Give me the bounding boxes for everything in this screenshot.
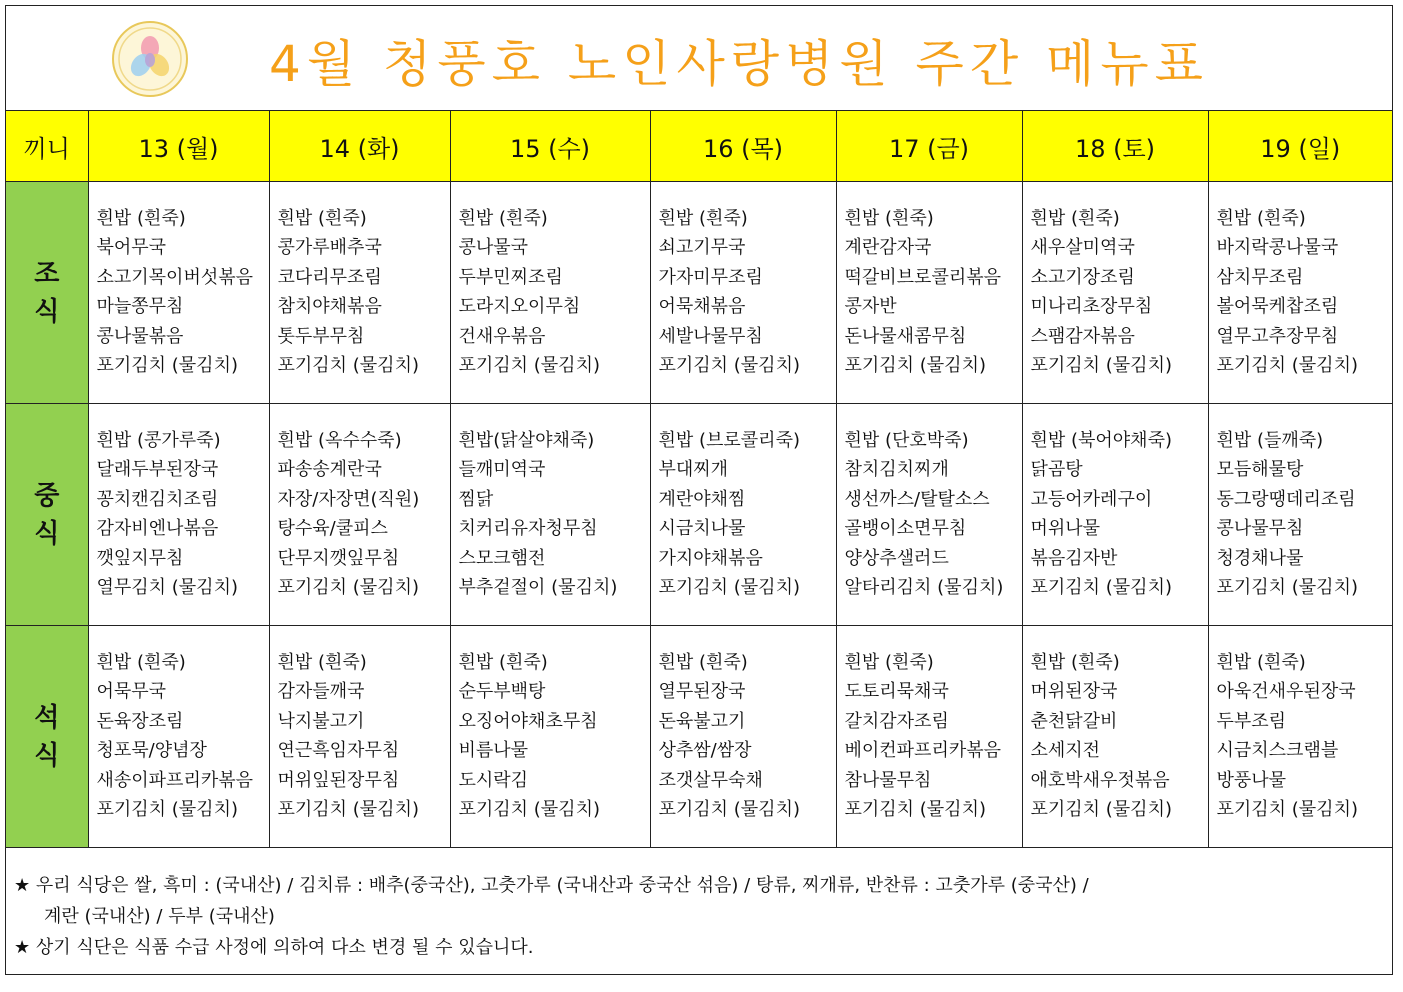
meal-label-bottom: 식: [34, 296, 60, 327]
menu-cell: [450, 626, 650, 848]
menu-item: 애호박새우젓볶음: [1030, 769, 1170, 791]
menu-item: 미나리초장무침: [1030, 296, 1153, 318]
menu-item: 흰밥 (옥수수죽): [277, 430, 402, 451]
menu-item: 삼치무조림: [1216, 266, 1304, 288]
menu-cell: [269, 626, 450, 848]
menu-item: 동그랑땡데리조림: [1216, 488, 1356, 510]
menu-item: 포기김치 (물김치): [844, 799, 986, 821]
menu-cell: [88, 182, 269, 404]
menu-item: 참치야채볶음: [277, 296, 382, 318]
menu-item: 포기김치 (물김치): [458, 799, 600, 821]
menu-cell: [450, 182, 650, 404]
menu-item: 세발나물무침: [658, 325, 763, 347]
breakfast-row: [6, 182, 1392, 404]
menu-item: 계란감자국: [844, 237, 932, 259]
menu-item: 포기김치 (물김치): [658, 577, 800, 599]
menu-cell: [1022, 404, 1208, 626]
menu-item: 계란야채찜: [658, 488, 746, 510]
menu-item: 흰밥 (흰죽): [844, 208, 934, 229]
page-title: 4월 청풍호 노인사랑병원 주간 메뉴표: [269, 35, 1209, 93]
day-header: 15 (수): [450, 111, 650, 182]
menu-item: 흰밥 (흰죽): [1216, 652, 1306, 673]
menu-item: 골뱅이소면무침: [844, 518, 967, 540]
menu-cell: [88, 404, 269, 626]
dinner-row: [6, 626, 1392, 848]
menu-cell: [1022, 182, 1208, 404]
menu-item: 콩자반: [844, 296, 897, 318]
menu-cell: [450, 404, 650, 626]
menu-item: 새송이파프리카볶음: [96, 769, 253, 791]
menu-item: 두부조림: [1216, 710, 1287, 732]
menu-item: 열무김치 (물김치): [96, 577, 238, 599]
menu-item: 고등어카레구이: [1030, 488, 1153, 510]
day-header: 14 (화): [269, 111, 450, 182]
menu-item: 참치김치찌개: [844, 459, 949, 481]
notes-section: [6, 850, 1392, 963]
hospital-logo-icon: [111, 20, 189, 98]
menu-item: 청경채나물: [1216, 547, 1304, 569]
menu-item: 찜닭: [458, 488, 494, 510]
menu-item: 흰밥 (콩가루죽): [96, 430, 221, 451]
meal-label-top: 조: [34, 258, 60, 289]
menu-cell: [836, 182, 1022, 404]
menu-item: 흰밥 (흰죽): [658, 652, 748, 673]
menu-item: 흰밥 (단호박죽): [844, 430, 969, 451]
menu-item: 감자들깨국: [277, 681, 365, 703]
menu-item: 흰밥 (북어야채죽): [1030, 430, 1172, 451]
menu-item: 바지락콩나물국: [1216, 237, 1339, 259]
menu-item: 조갯살무숙채: [658, 769, 763, 791]
menu-item: 모듬해물탕: [1216, 459, 1304, 481]
menu-item: 아욱건새우된장국: [1216, 681, 1356, 703]
menu-item: 볶음김자반: [1030, 547, 1118, 569]
menu-item: 흰밥 (흰죽): [458, 652, 548, 673]
menu-item: 포기김치 (물김치): [458, 355, 600, 377]
menu-item: 마늘쫑무침: [96, 296, 184, 318]
menu-cell: [1208, 404, 1392, 626]
menu-item: 두부민찌조림: [458, 266, 563, 288]
day-header-row: [6, 111, 1392, 182]
menu-item: 포기김치 (물김치): [844, 355, 986, 377]
menu-item: 포기김치 (물김치): [1030, 577, 1172, 599]
menu-cell: [650, 626, 836, 848]
meal-label-breakfast: [6, 182, 88, 404]
meal-label-top: 중: [34, 480, 60, 511]
menu-cell: [836, 626, 1022, 848]
day-header: 18 (토): [1022, 111, 1208, 182]
menu-item: 베이컨파프리카볶음: [844, 740, 1001, 762]
menu-item: 소고기장조림: [1030, 266, 1135, 288]
menu-item: 비름나물: [458, 740, 529, 762]
meal-label-lunch: [6, 404, 88, 626]
menu-item: 꽁치캔김치조림: [96, 488, 219, 510]
menu-item: 북어무국: [96, 237, 167, 259]
menu-item: 방풍나물: [1216, 769, 1287, 791]
menu-item: 포기김치 (물김치): [96, 355, 238, 377]
note-change-notice: ★ 상기 식단은 식품 수급 사정에 의하여 다소 변경 될 수 있습니다.: [14, 937, 534, 958]
menu-item: 치커리유자청무침: [458, 518, 598, 540]
menu-item: 깻잎지무침: [96, 547, 184, 569]
menu-cell: [269, 182, 450, 404]
menu-item: 흰밥 (흰죽): [1030, 208, 1120, 229]
menu-item: 소세지전: [1030, 740, 1101, 762]
meal-label-bottom: 식: [34, 740, 60, 771]
menu-item: 돈육불고기: [658, 710, 746, 732]
menu-item: 흰밥 (흰죽): [277, 652, 367, 673]
menu-cell: [88, 626, 269, 848]
menu-item: 소고기목이버섯볶음: [96, 266, 253, 288]
menu-item: 머위잎된장무침: [277, 769, 400, 791]
menu-cell: [650, 404, 836, 626]
menu-item: 가자미무조림: [658, 266, 763, 288]
menu-item: 상추쌈/쌈장: [658, 740, 752, 762]
menu-item: 콩나물무침: [1216, 518, 1304, 540]
menu-item: 어묵채볶음: [658, 296, 746, 318]
menu-item: 오징어야채초무침: [458, 710, 598, 732]
menu-item: 생선까스/탈탈소스: [844, 488, 990, 510]
menu-item: 콩가루배추국: [277, 237, 382, 259]
menu-item: 코다리무조림: [277, 266, 382, 288]
menu-item: 시금치스크램블: [1216, 740, 1339, 762]
menu-item: 참나물무침: [844, 769, 932, 791]
menu-item: 포기김치 (물김치): [96, 799, 238, 821]
menu-item: 포기김치 (물김치): [1030, 799, 1172, 821]
menu-item: 갈치감자조림: [844, 710, 949, 732]
menu-item: 탕수육/쿨피스: [277, 518, 388, 540]
menu-cell: [269, 404, 450, 626]
menu-item: 포기김치 (물김치): [658, 355, 800, 377]
menu-item: 가지야채볶음: [658, 547, 763, 569]
note-origin: ★ 우리 식당은 쌀, 흑미 : (국내산) / 김치류 : 배추(중국산), 고춧가루 (국내산과 중국산 섞음) / 탕류, 찌개류, 반찬류 : 고춧가루 (중국산) /: [14, 875, 1089, 896]
menu-item: 흰밥 (흰죽): [277, 208, 367, 229]
menu-item: 흰밥 (들깨죽): [1216, 430, 1324, 451]
day-header: 16 (목): [650, 111, 836, 182]
menu-item: 스모크햄전: [458, 547, 546, 569]
menu-item: 부대찌개: [658, 459, 729, 481]
menu-item: 도시락김: [458, 769, 529, 791]
menu-item: 톳두부무침: [277, 325, 365, 347]
menu-item: 돈육장조림: [96, 710, 184, 732]
menu-item: 춘천닭갈비: [1030, 710, 1118, 732]
menu-item: 스팸감자볶음: [1030, 325, 1135, 347]
menu-item: 도라지오이무침: [458, 296, 581, 318]
menu-item: 파송송계란국: [277, 459, 382, 481]
menu-item: 흰밥(닭살야채죽): [458, 430, 595, 451]
menu-item: 콩나물국: [458, 237, 529, 259]
menu-item: 포기김치 (물김치): [277, 799, 419, 821]
menu-item: 새우살미역국: [1030, 237, 1135, 259]
menu-item: 머위나물: [1030, 518, 1101, 540]
menu-item: 순두부백탕: [458, 681, 546, 703]
menu-item: 부추겉절이 (물김치): [458, 577, 618, 599]
menu-item: 머위된장국: [1030, 681, 1118, 703]
menu-item: 낙지불고기: [277, 710, 365, 732]
meal-label-dinner: [6, 626, 88, 848]
menu-item: 양상추샐러드: [844, 547, 949, 569]
menu-item: 어묵무국: [96, 681, 167, 703]
menu-item: 콩나물볶음: [96, 325, 184, 347]
menu-item: 흰밥 (흰죽): [1030, 652, 1120, 673]
menu-item: 포기김치 (물김치): [1216, 577, 1358, 599]
menu-item: 열무고추장무침: [1216, 325, 1339, 347]
menu-item: 알타리김치 (물김치): [844, 577, 1004, 599]
menu-item: 흰밥 (흰죽): [96, 652, 186, 673]
menu-cell: [1022, 626, 1208, 848]
menu-item: 단무지깻잎무침: [277, 547, 400, 569]
menu-item: 열무된장국: [658, 681, 746, 703]
menu-item: 흰밥 (흰죽): [458, 208, 548, 229]
menu-item: 청포묵/양념장: [96, 740, 207, 762]
menu-item: 감자비엔나볶음: [96, 518, 219, 540]
menu-item: 달래두부된장국: [96, 459, 219, 481]
menu-item: 포기김치 (물김치): [658, 799, 800, 821]
menu-item: 포기김치 (물김치): [1216, 799, 1358, 821]
menu-item: 흰밥 (브로콜리죽): [658, 430, 800, 451]
corner-header: 끼니: [6, 111, 88, 182]
menu-item: 볼어묵케찹조림: [1216, 296, 1339, 318]
menu-cell: [836, 404, 1022, 626]
lunch-row: [6, 404, 1392, 626]
menu-item: 닭곰탕: [1030, 459, 1083, 481]
menu-item: 돈나물새콤무침: [844, 325, 967, 347]
day-header: 17 (금): [836, 111, 1022, 182]
day-header: 13 (월): [88, 111, 269, 182]
menu-item: 떡갈비브로콜리볶음: [844, 266, 1001, 288]
weekly-menu-table: [6, 111, 1392, 848]
meal-label-top: 석: [34, 702, 60, 733]
menu-cell: [1208, 182, 1392, 404]
menu-item: 흰밥 (흰죽): [658, 208, 748, 229]
menu-frame: [5, 5, 1393, 975]
menu-cell: [1208, 626, 1392, 848]
menu-item: 연근흑임자무침: [277, 740, 400, 762]
menu-item: 포기김치 (물김치): [1216, 355, 1358, 377]
menu-cell: [650, 182, 836, 404]
page-header: [6, 6, 1392, 111]
menu-item: 자장/자장면(직원): [277, 488, 420, 510]
menu-item: 포기김치 (물김치): [277, 355, 419, 377]
menu-item: 흰밥 (흰죽): [96, 208, 186, 229]
note-origin-continued: 계란 (국내산) / 두부 (국내산): [44, 906, 275, 927]
menu-item: 시금치나물: [658, 518, 746, 540]
meal-label-bottom: 식: [34, 518, 60, 549]
menu-item: 건새우볶음: [458, 325, 546, 347]
menu-item: 쇠고기무국: [658, 237, 746, 259]
day-header: 19 (일): [1208, 111, 1392, 182]
menu-item: 포기김치 (물김치): [1030, 355, 1172, 377]
menu-item: 들깨미역국: [458, 459, 546, 481]
menu-item: 포기김치 (물김치): [277, 577, 419, 599]
menu-item: 흰밥 (흰죽): [844, 652, 934, 673]
menu-item: 흰밥 (흰죽): [1216, 208, 1306, 229]
menu-item: 도토리묵채국: [844, 681, 949, 703]
